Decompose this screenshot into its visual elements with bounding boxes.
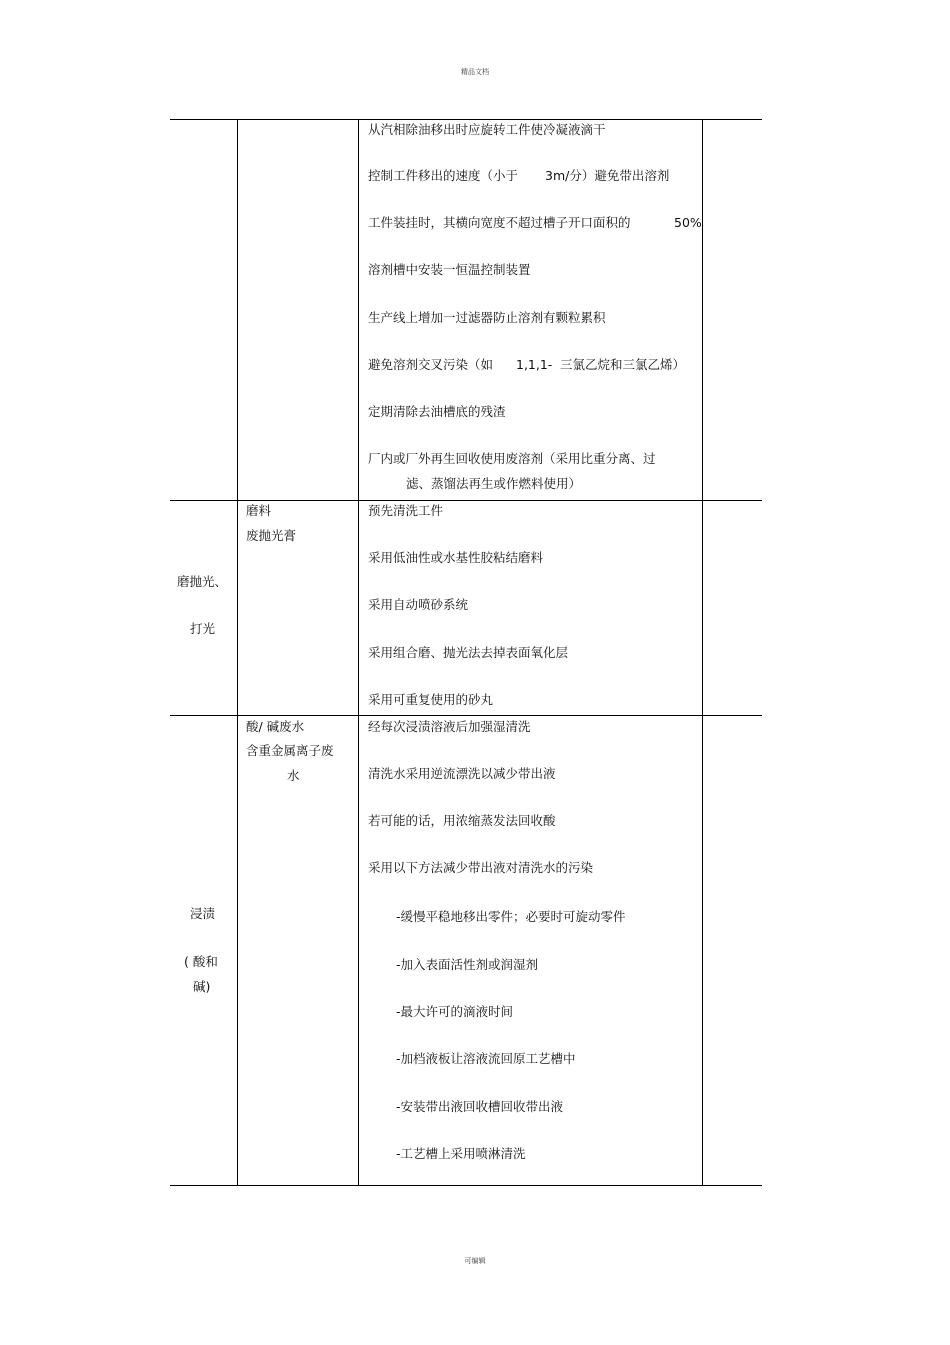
sub-measure-item: -工艺槽上采用喷淋清洗	[396, 1146, 526, 1161]
measure-item: 经每次浸渍溶液后加强湿清洗	[368, 719, 531, 734]
measure-item: 工件装挂时，其横向宽度不超过槽子开口面积的	[368, 215, 631, 230]
measure-item: 从汽相除油移出时应旋转工件使冷凝液滴干	[368, 122, 606, 137]
row-divider-2	[170, 715, 762, 716]
sub-measure-item: -安装带出液回收槽回收带出液	[396, 1099, 564, 1114]
measure-item: 滤、蒸馏法再生或作燃料使用）	[406, 476, 582, 491]
process-label: 浸渍	[190, 906, 216, 921]
measure-item: 采用可重复使用的砂丸	[368, 692, 494, 707]
measure-item: 控制工件移出的速度（小于	[368, 168, 519, 183]
measure-item: 预先清洗工件	[368, 503, 444, 518]
measure-item: 采用以下方法减少带出液对清洗水的污染	[368, 860, 594, 875]
measure-item: 避免溶剂交叉污染（如	[368, 357, 494, 372]
waste-label: 水	[287, 768, 300, 783]
waste-label: 磨料	[246, 503, 272, 518]
process-label: 碱)	[193, 979, 211, 994]
page-footer: 可编辑	[464, 1257, 486, 1265]
column-divider-2	[358, 119, 359, 1186]
table-top-border	[170, 119, 762, 120]
measure-item: 清洗水采用逆流漂洗以减少带出液	[368, 766, 556, 781]
measure-item: 3m/分）避免带出溶剂	[545, 168, 670, 183]
measure-item: 三氯乙烷和三氯乙烯）	[560, 357, 686, 372]
measure-item: 若可能的话，用浓缩蒸发法回收酸	[368, 813, 556, 828]
measure-item: 采用自动喷砂系统	[368, 597, 469, 612]
waste-label: 含重金属离子废	[246, 743, 334, 758]
process-label: ( 酸和	[184, 954, 218, 969]
sub-measure-item: -缓慢平稳地移出零件；必要时可旋动零件	[396, 909, 626, 924]
column-divider-1	[237, 119, 238, 1186]
page-header: 精品文档	[461, 68, 489, 76]
measure-item: 1,1,1-	[516, 357, 553, 372]
measure-item: 50%	[674, 215, 702, 230]
table-bottom-border	[170, 1185, 762, 1186]
row-divider-1	[170, 500, 762, 501]
measure-item: 定期清除去油槽底的残渣	[368, 404, 506, 419]
measure-item: 溶剂槽中安装一恒温控制装置	[368, 262, 531, 277]
measure-item: 厂内或厂外再生回收使用废溶剂（采用比重分离、过	[368, 451, 656, 466]
measure-item: 采用低油性或水基性胶粘结磨料	[368, 550, 544, 565]
process-label: 磨抛光、	[177, 574, 228, 589]
process-label: 打光	[190, 621, 216, 636]
measure-item: 生产线上增加一过滤器防止溶剂有颗粒累积	[368, 310, 606, 325]
column-divider-3	[702, 119, 703, 1186]
measure-item: 采用组合磨、抛光法去掉表面氧化层	[368, 645, 569, 660]
sub-measure-item: -最大许可的滴液时间	[396, 1004, 514, 1019]
waste-label: 酸/ 碱废水	[246, 719, 305, 734]
waste-label: 废抛光膏	[246, 528, 297, 543]
sub-measure-item: -加入表面活性剂或润湿剂	[396, 957, 539, 972]
sub-measure-item: -加档液板让溶液流回原工艺槽中	[396, 1051, 576, 1066]
